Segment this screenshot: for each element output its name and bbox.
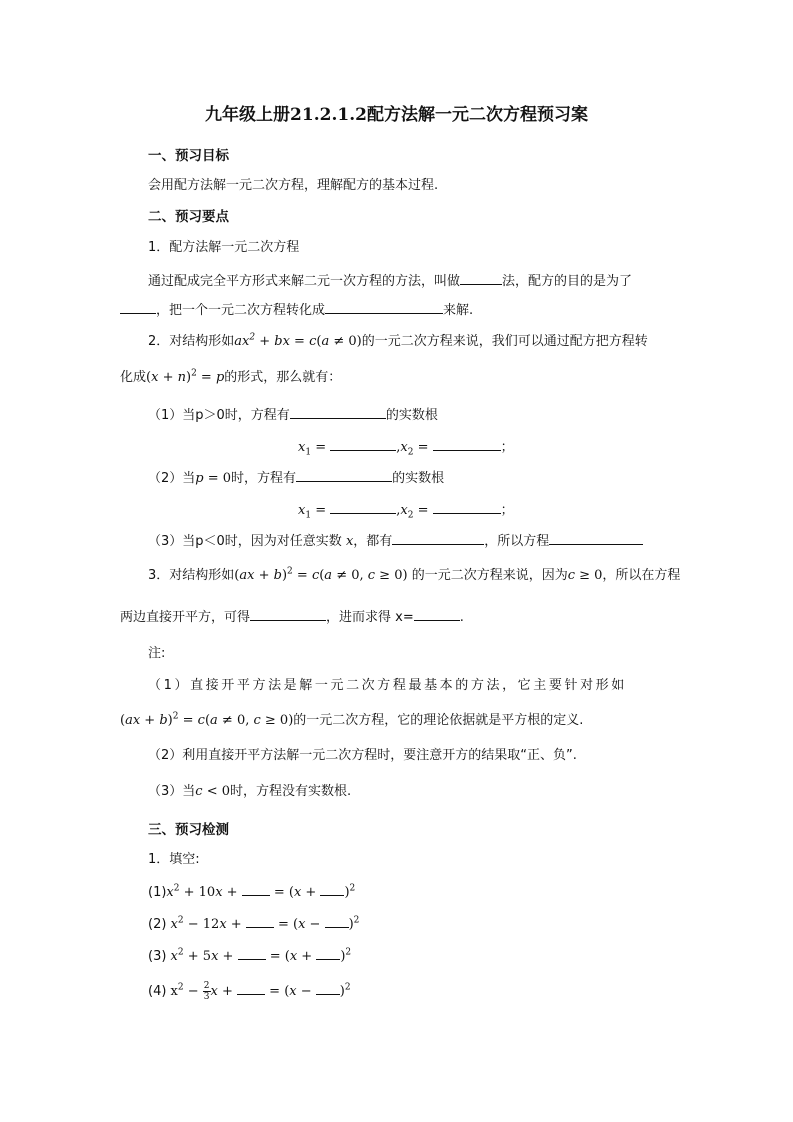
formula: = <box>311 503 331 518</box>
formula: x <box>298 917 306 932</box>
note-1-line-1: （1）直接开平方法是解一元二次方程最基本的方法，它主要针对形如 <box>148 678 627 693</box>
case-3-text-b: p＜0时，因为对任意实数 <box>195 534 342 549</box>
formula: x <box>166 917 178 932</box>
formula: x <box>166 885 174 900</box>
formula: c <box>311 568 320 583</box>
formula: − <box>296 984 316 999</box>
point-2-text-a: 2．对结构形如 <box>148 334 235 349</box>
blank[interactable] <box>325 913 349 928</box>
point-1-title: 1．配方法解一元二次方程 <box>148 240 300 255</box>
formula: = ( <box>269 885 294 900</box>
formula: + <box>301 885 321 900</box>
point-2-text-c: 化成 <box>120 370 147 385</box>
point-2-line-1 <box>148 332 648 352</box>
formula: )$^2$ <box>348 915 360 932</box>
blank[interactable] <box>238 945 266 960</box>
blank[interactable] <box>460 270 502 285</box>
formula: x <box>341 534 354 549</box>
blank[interactable] <box>414 606 460 621</box>
case-1-text-c: 的实数根 <box>385 408 438 423</box>
case-2 <box>148 467 444 489</box>
formula: ( <box>204 713 211 728</box>
formula: , <box>396 503 401 518</box>
blank[interactable] <box>330 499 396 514</box>
formula: c <box>195 784 203 799</box>
formula: x <box>166 949 178 964</box>
formula: x <box>400 503 408 518</box>
formula: + <box>297 949 317 964</box>
formula: b <box>273 568 282 583</box>
formula: ≠ 0, <box>217 713 254 728</box>
blank[interactable] <box>290 404 386 419</box>
formula: a <box>324 568 333 583</box>
blank[interactable] <box>242 881 270 896</box>
formula: ≠ 0) <box>329 334 362 349</box>
item-number: (4) <box>148 984 167 999</box>
point-3-text-a: 3．对结构形如 <box>148 568 235 583</box>
formula: = ( <box>273 917 299 932</box>
formula: c <box>197 713 205 728</box>
point-2-line-2 <box>120 368 341 388</box>
formula: x <box>151 370 159 385</box>
point-3-line-1 <box>148 566 680 586</box>
point-1-text-d: 来解. <box>443 303 474 318</box>
case-2-roots: $x_1 = ,x_2$ = ； <box>298 499 514 521</box>
point-3-text-f: . <box>459 610 464 625</box>
formula: = 0 <box>203 471 232 486</box>
fill-item-3: (3) $x^2 + 5x$ + = $(x + )^2$ <box>148 945 351 967</box>
note-label: 注: <box>148 646 166 661</box>
formula: , <box>396 440 401 455</box>
formula: ax <box>125 713 141 728</box>
formula: x <box>293 885 302 900</box>
formula: c <box>367 568 376 583</box>
fill-item-4: (4) $x^2$ − $\frac{2}{3}$ x + = $(x - )^2$ <box>148 981 351 1002</box>
formula: ； <box>500 503 514 518</box>
point-1-text-c: ，把一个一元二次方程转化成 <box>156 303 326 318</box>
formula: p <box>215 370 225 385</box>
fraction-two-thirds: $\frac{2}{3}$ <box>203 981 210 1002</box>
note-1-line-2 <box>120 711 583 731</box>
formula: b <box>159 713 168 728</box>
section-1-text: 会用配方法解一元二次方程，理解配方的基本过程. <box>148 178 439 193</box>
formula: + <box>218 949 238 964</box>
formula: c <box>567 568 575 583</box>
formula: + <box>158 370 178 385</box>
formula: + <box>140 713 160 728</box>
formula: )$^2$ = <box>185 368 216 385</box>
formula: )$^2$ = <box>167 711 198 728</box>
formula: n <box>177 370 186 385</box>
point-1-line-2 <box>120 299 473 321</box>
formula: ( <box>316 334 322 349</box>
blank[interactable] <box>250 606 326 621</box>
formula: + <box>217 984 238 999</box>
formula: x <box>298 440 306 455</box>
case-1-roots: $x_1 = ,x_2$ = ； <box>298 436 514 458</box>
point-3-text-e: ，进而求得 x= <box>326 610 414 625</box>
formula: ≥ 0 <box>574 568 603 583</box>
formula: ( <box>120 713 126 728</box>
point-3-text-c: ，所以在方程 <box>602 568 681 583</box>
note-3-text-b: 时，方程没有实数根. <box>230 784 352 799</box>
blank[interactable] <box>330 436 396 451</box>
formula: − 12 <box>183 917 220 932</box>
note-1-text-b: 的一元二次方程，它的理论依据就是平方根的定义. <box>293 713 584 728</box>
formula: $ax^2$ + bx = c <box>234 332 317 349</box>
formula: + 10 <box>179 885 216 900</box>
note-3 <box>148 782 351 802</box>
point-2-text-b: 的一元二次方程来说，我们可以通过配方把方程转 <box>361 334 648 349</box>
formula: = ( <box>265 949 290 964</box>
formula: ≥ 0) <box>260 713 294 728</box>
point-2-text-d: 的形式，那么就有： <box>224 370 342 385</box>
formula: ax <box>239 568 255 583</box>
section-3-heading: 三、预习检测 <box>148 822 229 838</box>
case-1 <box>148 404 438 426</box>
formula: = ( <box>265 984 290 999</box>
blank[interactable] <box>316 945 340 960</box>
section-2-heading: 二、预习要点 <box>148 209 229 225</box>
section-1-heading: 一、预习目标 <box>148 148 229 164</box>
formula: + 5 <box>183 949 212 964</box>
formula: x <box>289 949 298 964</box>
question-1-title: 1．填空: <box>148 852 200 867</box>
case-2-text-c: 的实数根 <box>392 471 445 486</box>
formula: x <box>215 885 223 900</box>
case-2-text-a: （2）当 <box>148 471 196 486</box>
formula: + <box>226 917 246 932</box>
formula: ； <box>500 440 514 455</box>
page-title: 九年级上册21.2.1.2配方法解一元二次方程预习案 <box>205 105 588 125</box>
formula: ( <box>146 370 152 385</box>
note-2: （2）利用直接开平方法解一元二次方程时，要注意开方的结果取“正、负”. <box>148 748 577 763</box>
point-1-line-1 <box>148 270 632 292</box>
formula: )$^2$ <box>344 883 356 900</box>
case-1-text-a: （1）当 <box>148 408 196 423</box>
blank[interactable] <box>237 980 265 995</box>
formula: = <box>413 440 433 455</box>
blank[interactable] <box>320 881 344 896</box>
case-3-text-c: ，都有 <box>353 534 393 549</box>
formula: a <box>210 713 218 728</box>
formula: x <box>298 503 306 518</box>
formula: − <box>183 984 203 999</box>
formula: a <box>321 334 330 349</box>
formula: < 0 <box>202 784 230 799</box>
fill-item-1: $(1)x^2 + 10x$ + = $(x + )^2$ <box>148 881 355 903</box>
formula: = <box>413 503 433 518</box>
blank[interactable] <box>120 299 156 314</box>
blank[interactable] <box>433 436 501 451</box>
case-1-text-b: p＞0时，方程有 <box>195 408 290 423</box>
formula: x <box>210 984 218 999</box>
blank[interactable] <box>392 530 484 545</box>
formula: x <box>166 984 178 999</box>
blank[interactable] <box>433 499 501 514</box>
formula: ( <box>234 568 240 583</box>
case-3 <box>148 530 643 552</box>
point-3-text-d: 两边直接开平方，可得 <box>120 610 251 625</box>
point-3-text-b: 的一元二次方程来说，因为 <box>411 568 568 583</box>
formula: = <box>311 440 331 455</box>
formula: x <box>400 440 408 455</box>
formula: x <box>219 917 227 932</box>
blank[interactable] <box>296 467 392 482</box>
formula: + <box>222 885 242 900</box>
case-3-text-d: ，所以方程 <box>484 534 550 549</box>
formula: x <box>289 984 297 999</box>
item-number: (1) <box>148 885 167 900</box>
point-1-text-a: 通过配成完全平方形式来解二元一次方程的方法，叫做 <box>148 274 461 289</box>
formula: )$^2$ <box>340 947 352 964</box>
formula: )$^2$ <box>339 982 351 999</box>
point-3-line-2 <box>120 606 464 628</box>
item-number: (2) <box>148 917 167 932</box>
item-number: (3) <box>148 949 167 964</box>
note-3-text-a: （3）当 <box>148 784 196 799</box>
blank[interactable] <box>549 530 643 545</box>
formula: ≥ 0) <box>375 568 412 583</box>
case-3-text-a: （3）当 <box>148 534 196 549</box>
formula: )$^2$ = <box>281 566 312 583</box>
blank[interactable] <box>325 299 443 314</box>
formula: − <box>305 917 325 932</box>
point-1-text-b: 法，配方的目的是为了 <box>502 274 633 289</box>
formula: x <box>211 949 219 964</box>
fill-item-2: (2) $x^2 - 12x$ + = $(x - )^2$ <box>148 913 359 935</box>
case-2-text-b: 时，方程有 <box>231 471 297 486</box>
blank[interactable] <box>316 980 340 995</box>
formula: p <box>195 471 204 486</box>
formula: c <box>253 713 261 728</box>
formula: ( <box>319 568 325 583</box>
formula: ≠ 0, <box>332 568 368 583</box>
formula: + <box>254 568 274 583</box>
blank[interactable] <box>246 913 274 928</box>
